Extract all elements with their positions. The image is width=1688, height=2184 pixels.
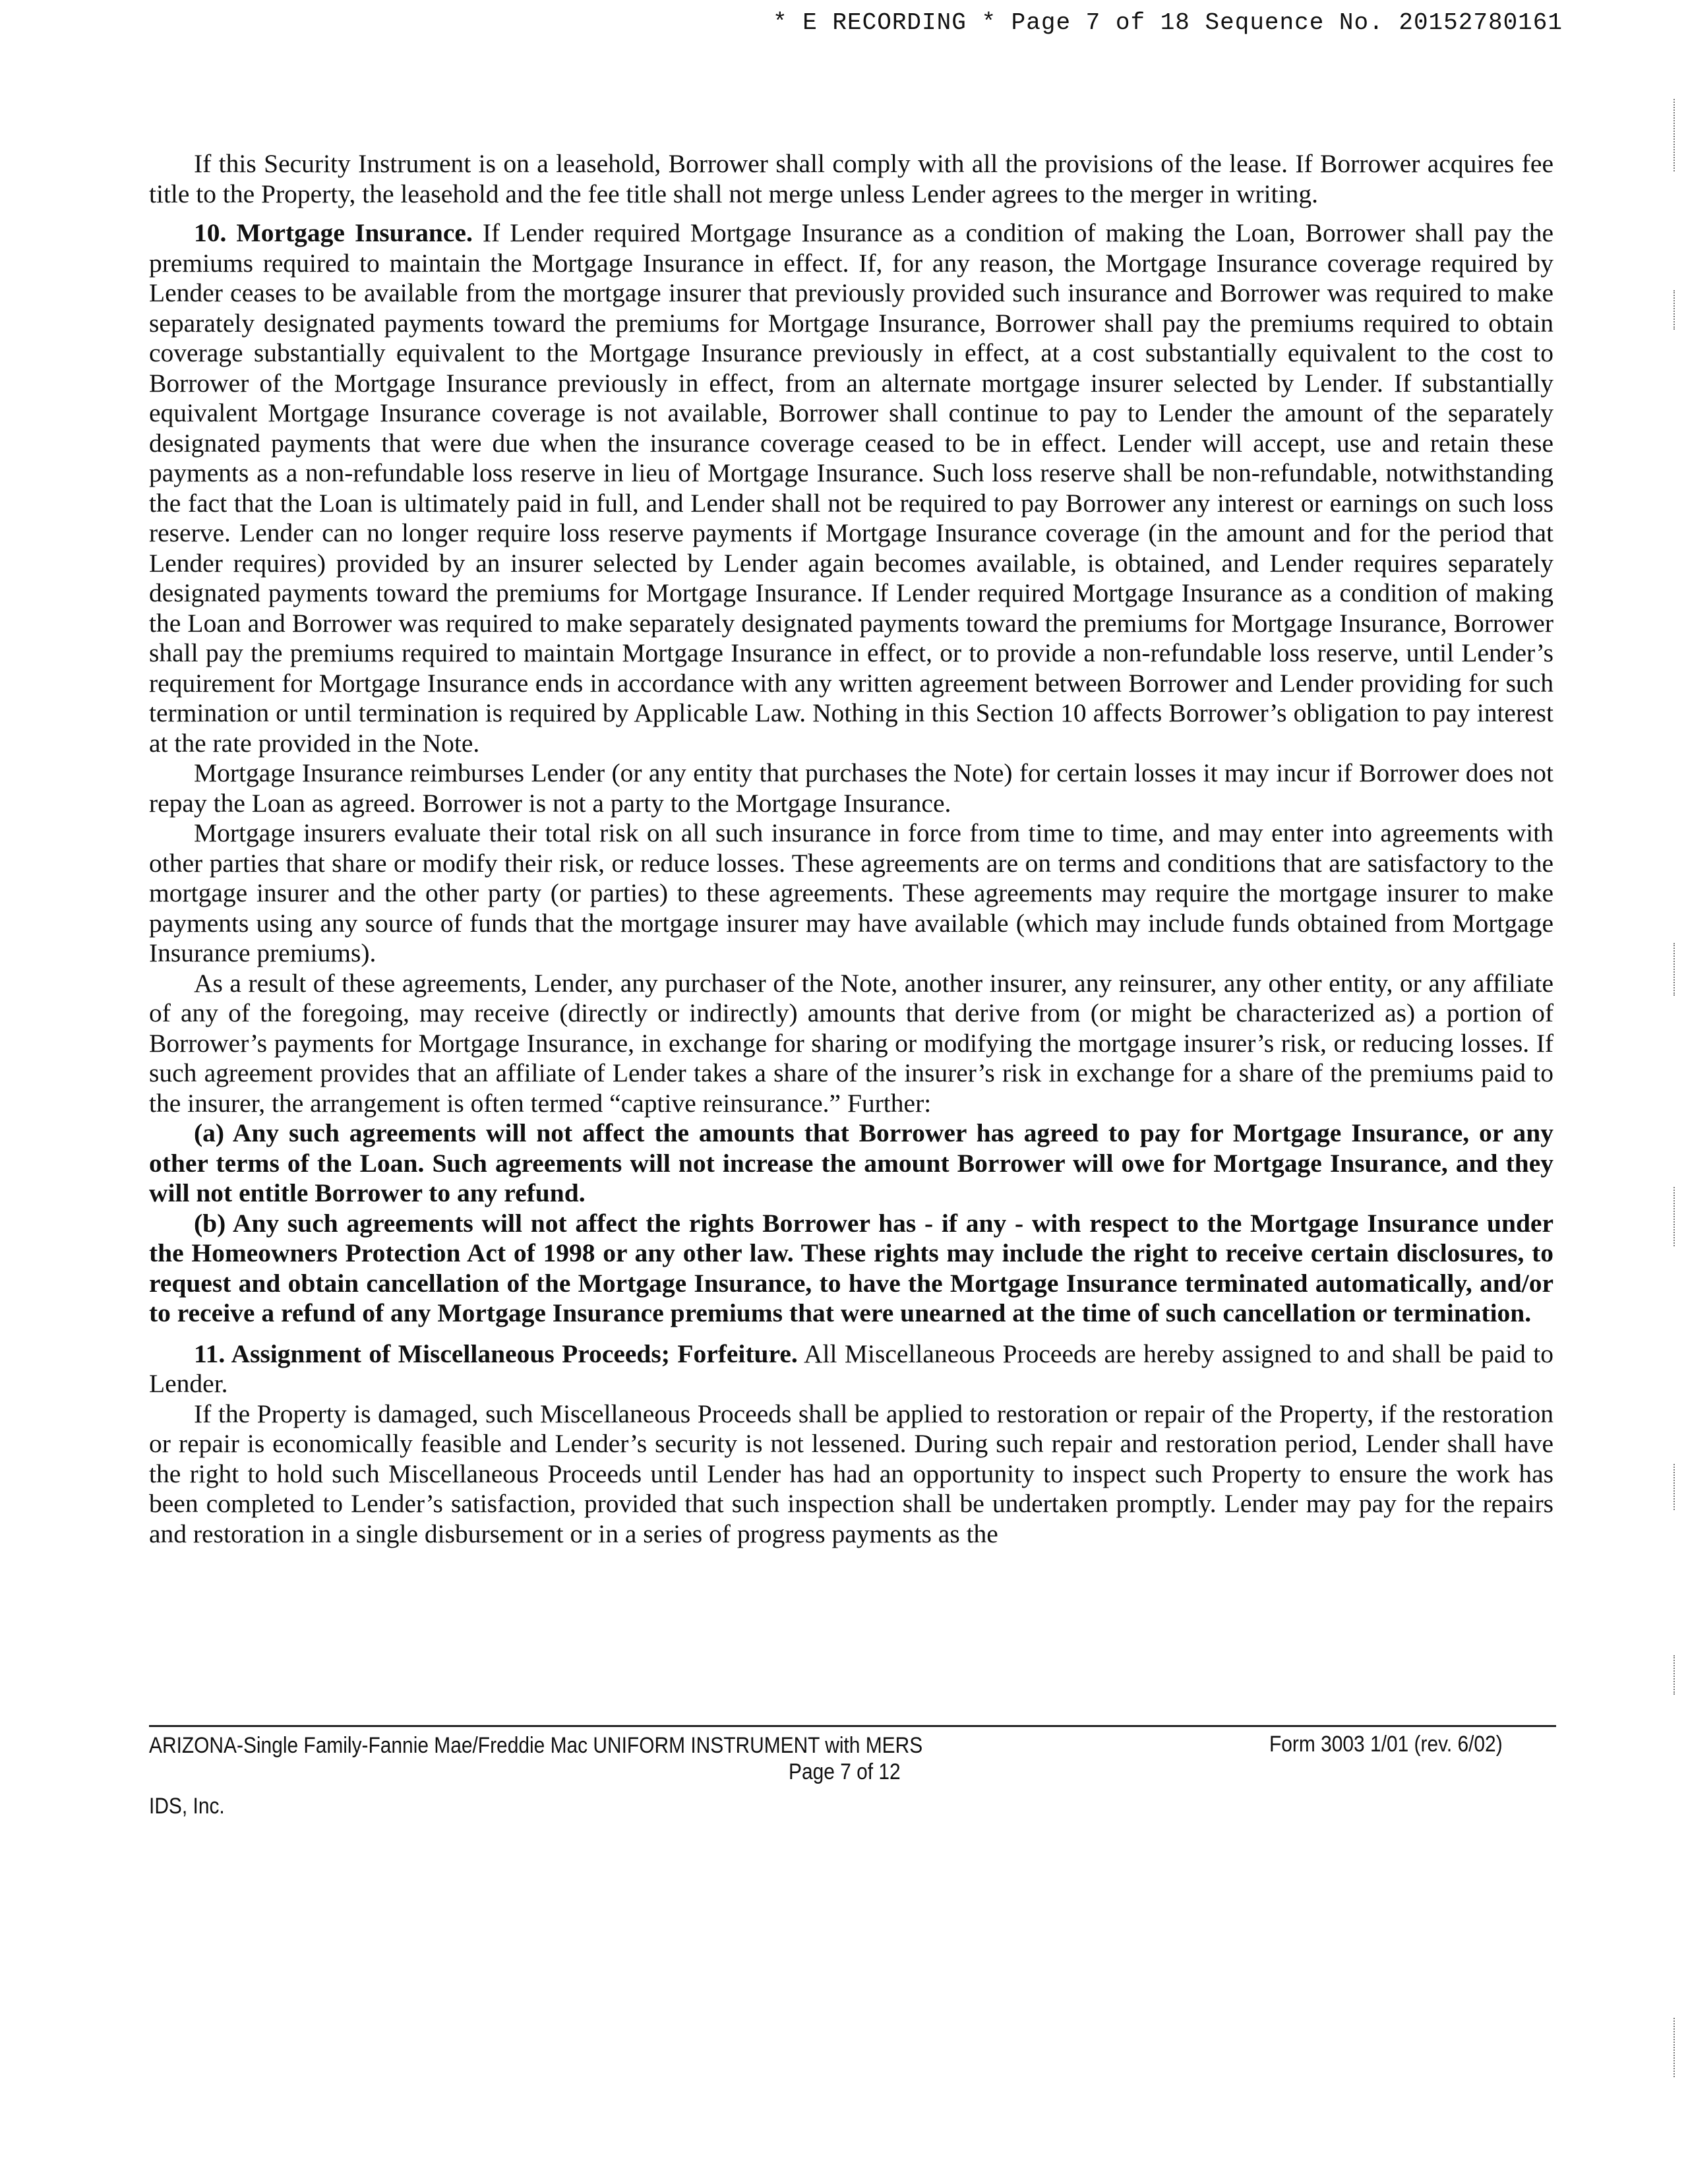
scan-mark [1673,1655,1676,1695]
clause-b-paragraph: (b) Any such agreements will not affect the rights Borrower has - if any - with respect to the Mortgage Insurance under the Homeowners Protection Act of 1998 or any other law. These rights may include the right to receive certain disclosures, to request and obtain cancellation of the Mortgage Insurance, to have the Mortgage Insurance terminated automatically, and/or to receive a refund of any Mortgage Insurance premiums that were unearned at the time of such cancellation or termination. [149,1208,1553,1327]
footer-vendor: IDS, Inc. [149,1794,225,1819]
scan-edge-marks [1662,0,1688,2184]
scan-mark [1673,2018,1676,2077]
recording-header: * E RECORDING * Page 7 of 18 Sequence No. 20152780161 [773,9,1563,36]
section-10-body: If Lender required Mortgage Insurance as a condition of making the Loan, Borrower shall pay the premiums required to maintain the Mortgage Insurance in effect. If, for any reason, the Mortgage Insurance coverage required by Lender ceases to be available from the mortgage insurer that previously provided such insurance and Borrower was required to make separately designated payments toward the premiums for Mortgage Insurance, Borrower shall pay the premiums required to obtain coverage substantially equivalent to the Mortgage Insurance previously in effect, at a cost substantially equivalent to the cost to Borrower of the Mortgage Insurance previously in effect, from an alternate mortgage insurer selected by Lender. If substantially equivalent Mortgage Insurance coverage is not available, Borrower shall continue to pay to Lender the amount of the separately designated payments that were due when the insurance coverage ceased to be in effect. Lender will accept, use and retain these payments as a non-refundable loss reserve in lieu of Mortgage Insurance. Such loss reserve shall be non-refundable, notwithstanding the fact that the Loan is ultimately paid in full, and Lender shall not be required to pay Borrower any interest or earnings on such loss reserve. Lender can no longer require loss reserve payments if Mortgage Insurance coverage (in the amount and for the period that Lender requires) provided by an insurer selected by Lender again becomes available, is obtained, and Lender requires separately designated payments toward the premiums for Mortgage Insurance. If Lender required Mortgage Insurance as a condition of making the Loan and Borrower was required to make separately designated payments toward the premiums for Mortgage Insurance, Borrower shall pay the premiums required to maintain Mortgage Insurance in effect, or to provide a non-refundable loss reserve, until Lender’s requirement for Mortgage Insurance ends in accordance with any written agreement between Borrower and Lender providing for such termination or until termination is required by Applicable Law. Nothing in this Section 10 affects Borrower’s obligation to pay interest at the rate provided in the Note. [149,218,1553,758]
section-11-body: All Miscellaneous Proceeds are hereby assigned to and shall be paid to Lender. [149,1339,1554,1398]
damaged-paragraph: If the Property is damaged, such Miscellaneous Proceeds shall be applied to restoration or repair of the Property, if the restoration or repair is economically feasible and Lender’s security is not lessened. During such repair and restoration period, Lender shall have the right to hold such Miscellaneous Proceeds until Lender has had an opportunity to inspect such Property to ensure the work has been completed to Lender’s satisfaction, provided that such inspection shall be undertaken promptly. Lender may pay for the repairs and restoration in a single disbursement or in a series of progress payments as the [149,1399,1553,1548]
section-10-paragraph [149,218,1553,758]
reimburses-paragraph: Mortgage Insurance reimburses Lender (or any entity that purchases the Note) for certain losses it may incur if Borrower does not repay the Loan as agreed. Borrower is not a party to the Mortgage Insurance. [149,758,1553,818]
result-paragraph: As a result of these agreements, Lender, any purchaser of the Note, another insurer, any reinsurer, any other entity, or any affiliate of any of the foregoing, may receive (directly or indirectly) amounts that derive from (or might be characterized as) a portion of Borrower’s payments for Mortgage Insurance, in exchange for sharing or modifying the mortgage insurer’s risk, or reducing losses. If such agreement provides that an affiliate of Lender takes a share of the insurer’s risk in exchange for a share of the premiums paid to the insurer, the arrangement is often termed “captive reinsurance.” Further: [149,968,1553,1118]
insurers-paragraph: Mortgage insurers evaluate their total risk on all such insurance in force from time to time, and may enter into agreements with other parties that share or modify their risk, or reduce losses. These agreements are on terms and conditions that are satisfactory to the mortgage insurer and the other party (or parties) to these agreements. These agreements may require the mortgage insurer to make payments using any source of funds that the mortgage insurer may have available (which may include funds obtained from Mortgage Insurance premiums). [149,818,1553,967]
document-body [149,149,1553,1549]
section-11-title: 11. Assignment of Miscellaneous Proceeds; Forfeiture. [194,1339,798,1368]
footer-instrument-name: ARIZONA-Single Family-Fannie Mae/Freddie Mac UNIFORM INSTRUMENT with MERS [149,1733,923,1758]
scan-mark [1673,943,1676,996]
scan-mark [1673,99,1676,171]
scan-mark [1673,1187,1676,1246]
clause-a-paragraph: (a) Any such agreements will not affect the amounts that Borrower has agreed to pay for Mortgage Insurance, or any other terms of the Loan. Such agreements will not increase the amount Borrower will owe for Mortgage Insurance, and they will not entitle Borrower to any refund. [149,1118,1553,1207]
section-11-paragraph [149,1339,1553,1399]
scan-mark [1673,1464,1676,1510]
footer-page-number: Page 7 of 12 [789,1759,901,1784]
leasehold-paragraph: If this Security Instrument is on a leasehold, Borrower shall comply with all the provisions of the lease. If Borrower acquires fee title to the Property, the leasehold and the fee title shall not merge unless Lender agrees to the merger in writing. [149,149,1553,208]
section-10-title: 10. Mortgage Insurance. [194,218,473,247]
footer-form-number: Form 3003 1/01 (rev. 6/02) [1269,1732,1503,1757]
footer-divider [149,1725,1556,1727]
scan-mark [1673,290,1676,330]
